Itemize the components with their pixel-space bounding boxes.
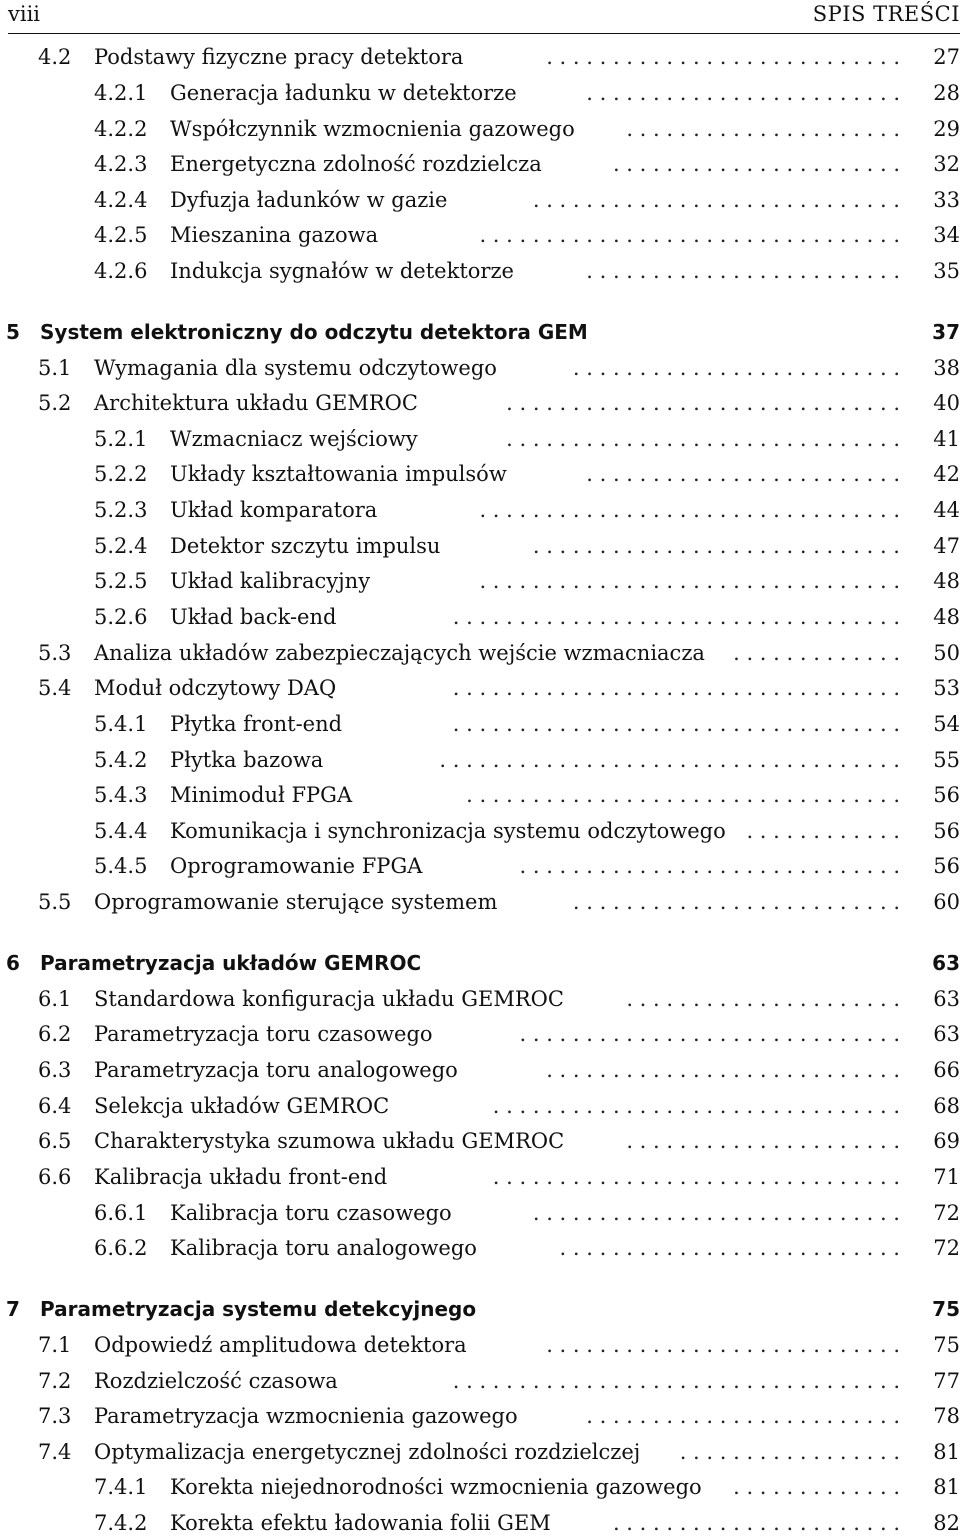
toc-entry-number: 7 bbox=[6, 1297, 20, 1321]
toc-subsection-entry[interactable] bbox=[0, 255, 960, 287]
toc-entry-page-number: 48 bbox=[933, 569, 960, 593]
toc-entry-page-number: 28 bbox=[933, 81, 960, 105]
toc-entry-title: Parametryzacja toru czasowego bbox=[94, 1022, 433, 1046]
toc-entry-title: Kalibracja układu front-end bbox=[94, 1165, 388, 1189]
toc-entry-title: Architektura układu GEMROC bbox=[94, 391, 418, 415]
header-rule bbox=[8, 33, 960, 34]
toc-entry-number: 5.1 bbox=[38, 356, 72, 380]
toc-entry-title: Kalibracja toru analogowego bbox=[170, 1236, 477, 1260]
toc-subsection-entry[interactable] bbox=[0, 601, 960, 633]
dot-leader: . . . . . . . . . . . . . . . . . . . . . . . . . . . . bbox=[532, 1201, 900, 1225]
toc-entry-page-number: 81 bbox=[933, 1440, 960, 1464]
toc-subsection-entry[interactable] bbox=[0, 494, 960, 526]
toc-subsection-entry[interactable] bbox=[0, 1232, 960, 1264]
toc-entry-page-number: 50 bbox=[933, 641, 960, 665]
toc-entry-number: 6.6.1 bbox=[94, 1201, 148, 1225]
toc-section-entry[interactable] bbox=[0, 1125, 960, 1157]
toc-entry-page-number: 82 bbox=[933, 1511, 960, 1535]
toc-entry-number: 6.3 bbox=[38, 1058, 72, 1082]
toc-entry-title: Oprogramowanie FPGA bbox=[170, 854, 423, 878]
toc-entry-number: 5 bbox=[6, 320, 20, 344]
dot-leader: . . . . . . . . . . . . . . . . . . . . . . . . . . . . . . . . . . bbox=[452, 605, 900, 629]
toc-entry-number: 5.5 bbox=[38, 890, 72, 914]
page-number-label: viii bbox=[8, 2, 41, 26]
toc-section-entry[interactable] bbox=[0, 983, 960, 1015]
toc-entry-title: Selekcja układów GEMROC bbox=[94, 1094, 390, 1118]
toc-entry-page-number: 35 bbox=[933, 259, 960, 283]
toc-entry-number: 7.3 bbox=[38, 1404, 72, 1428]
toc-entry-page-number: 56 bbox=[933, 783, 960, 807]
toc-entry-page-number: 72 bbox=[933, 1201, 960, 1225]
dot-leader: . . . . . . . . . . . . . . . . . . . . . . . . bbox=[586, 462, 900, 486]
dot-leader: . . . . . . . . . . . . . . . . . . . . . . bbox=[612, 1511, 900, 1535]
toc-entry-number: 7.4.1 bbox=[94, 1475, 148, 1499]
dot-leader: . . . . . . . . . . . . . . . . . . . . . . . . . . . bbox=[546, 1058, 900, 1082]
dot-leader: . . . . . . . . . . . . . . . . . . . . . . . . . . . . . . . . . . bbox=[452, 712, 900, 736]
toc-entry-page-number: 75 bbox=[932, 1297, 960, 1321]
toc-subsection-entry[interactable] bbox=[0, 1471, 960, 1503]
toc-entry-title: Detektor szczytu impulsu bbox=[170, 534, 441, 558]
dot-leader: . . . . . . . . . . . . . . . . . . . . . . . . bbox=[586, 1404, 900, 1428]
toc-entry-title: Płytka bazowa bbox=[170, 748, 324, 772]
toc-entry-number: 5.3 bbox=[38, 641, 72, 665]
dot-leader: . . . . . . . . . . . . . . . . . . . . . . . . . . . . . . bbox=[506, 427, 900, 451]
toc-section-entry[interactable] bbox=[0, 352, 960, 384]
dot-leader: . . . . . . . . . . . . . . . . . . . . . . . . . . . . . . bbox=[506, 391, 900, 415]
toc-subsection-entry[interactable] bbox=[0, 1507, 960, 1539]
toc-entry-page-number: 66 bbox=[933, 1058, 960, 1082]
toc-entry-page-number: 33 bbox=[933, 188, 960, 212]
toc-section-entry[interactable] bbox=[0, 1436, 960, 1468]
toc-entry-title: Mieszanina gazowa bbox=[170, 223, 379, 247]
toc-entry-number: 7.4 bbox=[38, 1440, 72, 1464]
toc-entry-title: Układ back-end bbox=[170, 605, 337, 629]
toc-entry-title: Układy kształtowania impulsów bbox=[170, 462, 507, 486]
toc-entry-page-number: 63 bbox=[933, 1022, 960, 1046]
toc-entry-title: Indukcja sygnałów w detektorze bbox=[170, 259, 514, 283]
dot-leader: . . . . . . . . . . . . . . . . . . . . . . . . . bbox=[572, 890, 900, 914]
toc-section-entry[interactable] bbox=[0, 637, 960, 669]
toc-entry-title: Energetyczna zdolność rozdzielcza bbox=[170, 152, 542, 176]
toc-entry-title: Komunikacja i synchronizacja systemu odczytowego bbox=[170, 819, 726, 843]
page-header bbox=[8, 0, 960, 30]
toc-entry-title: Układ kalibracyjny bbox=[170, 569, 371, 593]
toc-entry-page-number: 55 bbox=[933, 748, 960, 772]
toc-entry-page-number: 63 bbox=[932, 951, 960, 975]
toc-entry-title: Wymagania dla systemu odczytowego bbox=[94, 356, 497, 380]
toc-entry-number: 4.2.2 bbox=[94, 117, 148, 141]
toc-entry-page-number: 69 bbox=[933, 1129, 960, 1153]
toc-section-entry[interactable] bbox=[0, 1329, 960, 1361]
toc-entry-title: Oprogramowanie sterujące systemem bbox=[94, 890, 498, 914]
toc-entry-number: 5.4.1 bbox=[94, 712, 148, 736]
toc-entry-title: Kalibracja toru czasowego bbox=[170, 1201, 452, 1225]
dot-leader: . . . . . . . . . . . . . . . . . . . . . . . . bbox=[586, 259, 900, 283]
toc-entry-title: Generacja ładunku w detektorze bbox=[170, 81, 517, 105]
dot-leader: . . . . . . . . . . . . . . . . . . . . . . . . . . . . . . . . . bbox=[466, 783, 900, 807]
dot-leader: . . . . . . . . . . . . . . . . . . . . . . . . . . . . . bbox=[519, 854, 900, 878]
toc-entry-number: 4.2.1 bbox=[94, 81, 148, 105]
toc-entry-number: 4.2 bbox=[38, 45, 72, 69]
toc-entry-number: 5.4.3 bbox=[94, 783, 148, 807]
dot-leader: . . . . . . . . . . . . . . . . . . . . . . bbox=[612, 152, 900, 176]
toc-subsection-entry[interactable] bbox=[0, 744, 960, 776]
dot-leader: . . . . . . . . . . . . . . . . . . . . . . . . . . . . . . . . . . bbox=[452, 1369, 900, 1393]
toc-entry-page-number: 56 bbox=[933, 854, 960, 878]
dot-leader: . . . . . . . . . . . . . . . . . . . . . . . . . . . . bbox=[532, 188, 900, 212]
toc-entry-number: 4.2.3 bbox=[94, 152, 148, 176]
toc-entry-number: 6.5 bbox=[38, 1129, 72, 1153]
toc-section-entry[interactable] bbox=[0, 1365, 960, 1397]
toc-entry-title: Parametryzacja układów GEMROC bbox=[40, 951, 422, 975]
dot-leader: . . . . . . . . . . . . . . . . . . . . . . . . . . . . . . . . bbox=[479, 569, 900, 593]
toc-entry-page-number: 40 bbox=[933, 391, 960, 415]
toc-entry-page-number: 41 bbox=[933, 427, 960, 451]
toc-entry-title: Odpowiedź amplitudowa detektora bbox=[94, 1333, 467, 1357]
toc-entry-title: Współczynnik wzmocnienia gazowego bbox=[170, 117, 575, 141]
toc-entry-page-number: 38 bbox=[933, 356, 960, 380]
toc-entry-page-number: 34 bbox=[933, 223, 960, 247]
toc-entry-page-number: 72 bbox=[933, 1236, 960, 1260]
toc-entry-number: 7.2 bbox=[38, 1369, 72, 1393]
toc-section-entry[interactable] bbox=[0, 886, 960, 918]
toc-entry-title: Minimoduł FPGA bbox=[170, 783, 353, 807]
toc-subsection-entry[interactable] bbox=[0, 850, 960, 882]
toc-entry-title: Podstawy fizyczne pracy detektora bbox=[94, 45, 464, 69]
dot-leader: . . . . . . . . . . . . . . . . . . . . . . . . . . bbox=[559, 1236, 900, 1260]
toc-entry-number: 6.6.2 bbox=[94, 1236, 148, 1260]
dot-leader: . . . . . . . . . . . . . . . . . . . . . bbox=[626, 987, 900, 1011]
toc-entry-page-number: 68 bbox=[933, 1094, 960, 1118]
toc-entry-number: 5.2.4 bbox=[94, 534, 148, 558]
toc-entry-title: Parametryzacja toru analogowego bbox=[94, 1058, 458, 1082]
toc-entry-title: Płytka front-end bbox=[170, 712, 343, 736]
toc-entry-title: Charakterystyka szumowa układu GEMROC bbox=[94, 1129, 565, 1153]
toc-section-entry[interactable] bbox=[0, 1400, 960, 1432]
dot-leader: . . . . . . . . . . . . . . . . . . . . . . . . . . . . . bbox=[519, 1022, 900, 1046]
dot-leader: . . . . . . . . . . . . . . . . . . . . . . . . . . . bbox=[546, 45, 900, 69]
dot-leader: . . . . . . . . . . . . . . . . . . . . . . . . . . . . . . . bbox=[492, 1094, 900, 1118]
toc-entry-number: 5.2.6 bbox=[94, 605, 148, 629]
toc-entry-number: 5.2 bbox=[38, 391, 72, 415]
toc-entry-page-number: 78 bbox=[933, 1404, 960, 1428]
toc-subsection-entry[interactable] bbox=[0, 1197, 960, 1229]
toc-section-entry[interactable] bbox=[0, 41, 960, 73]
toc-section-entry[interactable] bbox=[0, 1090, 960, 1122]
toc-entry-title: Dyfuzja ładunków w gazie bbox=[170, 188, 448, 212]
toc-entry-title: Korekta efektu ładowania folii GEM bbox=[170, 1511, 551, 1535]
toc-subsection-entry[interactable] bbox=[0, 779, 960, 811]
toc-entry-title: Standardowa konfiguracja układu GEMROC bbox=[94, 987, 564, 1011]
toc-entry-page-number: 54 bbox=[933, 712, 960, 736]
toc-subsection-entry[interactable] bbox=[0, 77, 960, 109]
toc-chapter-entry[interactable] bbox=[0, 1293, 960, 1325]
toc-entry-title: Optymalizacja energetycznej zdolności rozdzielczej bbox=[94, 1440, 641, 1464]
toc-entry-number: 6.1 bbox=[38, 987, 72, 1011]
toc-chapter-entry[interactable] bbox=[0, 947, 960, 979]
toc-section-entry[interactable] bbox=[0, 672, 960, 704]
toc-entry-number: 7.4.2 bbox=[94, 1511, 148, 1535]
toc-entry-page-number: 63 bbox=[933, 987, 960, 1011]
toc-entry-number: 4.2.4 bbox=[94, 188, 148, 212]
toc-subsection-entry[interactable] bbox=[0, 815, 960, 847]
toc-entry-title: Rozdzielczość czasowa bbox=[94, 1369, 338, 1393]
dot-leader: . . . . . . . . . . . . . . . . . . . . . . . . . . . . bbox=[532, 534, 900, 558]
toc-entry-page-number: 32 bbox=[933, 152, 960, 176]
toc-entry-page-number: 53 bbox=[933, 676, 960, 700]
toc-subsection-entry[interactable] bbox=[0, 148, 960, 180]
dot-leader: . . . . . . . . . . . . . . . . . . . . . . . . . . . bbox=[546, 1333, 900, 1357]
dot-leader: . . . . . . . . . . . . . . . . . . . . . . . . . . . . . . . . . . . bbox=[439, 748, 900, 772]
toc-chapter-entry[interactable] bbox=[0, 316, 960, 348]
toc-section-entry[interactable] bbox=[0, 1018, 960, 1050]
toc-subsection-entry[interactable] bbox=[0, 708, 960, 740]
toc-section-entry[interactable] bbox=[0, 387, 960, 419]
toc-subsection-entry[interactable] bbox=[0, 565, 960, 597]
toc-subsection-entry[interactable] bbox=[0, 530, 960, 562]
toc-entry-number: 6.4 bbox=[38, 1094, 72, 1118]
toc-entry-title: Analiza układów zabezpieczających wejście wzmacniacza bbox=[94, 641, 705, 665]
toc-entry-title: Wzmacniacz wejściowy bbox=[170, 427, 418, 451]
toc-entry-number: 5.4.5 bbox=[94, 854, 148, 878]
toc-entry-number: 6 bbox=[6, 951, 20, 975]
toc-entry-page-number: 42 bbox=[933, 462, 960, 486]
dot-leader: . . . . . . . . . . . . . . . . . . . . . bbox=[626, 1129, 900, 1153]
toc-entry-page-number: 71 bbox=[933, 1165, 960, 1189]
dot-leader: . . . . . . . . . . . . . bbox=[733, 1475, 900, 1499]
toc-entry-number: 4.2.6 bbox=[94, 259, 148, 283]
toc-entry-page-number: 44 bbox=[933, 498, 960, 522]
toc-section-entry[interactable] bbox=[0, 1161, 960, 1193]
toc-entry-page-number: 29 bbox=[933, 117, 960, 141]
dot-leader: . . . . . . . . . . . . . . . . . . . . . . . . . . . . . . . . bbox=[479, 223, 900, 247]
toc-entry-title: Parametryzacja systemu detekcyjnego bbox=[40, 1297, 477, 1321]
toc-entry-title: System elektroniczny do odczytu detektora GEM bbox=[40, 320, 588, 344]
toc-subsection-entry[interactable] bbox=[0, 458, 960, 490]
toc-subsection-entry[interactable] bbox=[0, 184, 960, 216]
toc-entry-title: Korekta niejednorodności wzmocnienia gazowego bbox=[170, 1475, 702, 1499]
toc-entry-title: Moduł odczytowy DAQ bbox=[94, 676, 337, 700]
toc-section-entry[interactable] bbox=[0, 1054, 960, 1086]
toc-entry-page-number: 81 bbox=[933, 1475, 960, 1499]
toc-entry-number: 5.2.3 bbox=[94, 498, 148, 522]
toc-entry-title: Parametryzacja wzmocnienia gazowego bbox=[94, 1404, 518, 1428]
dot-leader: . . . . . . . . . . . . . . . . . . . . . bbox=[626, 117, 900, 141]
dot-leader: . . . . . . . . . . . . . . . . . . . . . . . . bbox=[586, 81, 900, 105]
toc-entry-page-number: 77 bbox=[933, 1369, 960, 1393]
toc-entry-number: 5.4.4 bbox=[94, 819, 148, 843]
running-section-title: SPIS TREŚCI bbox=[812, 2, 960, 26]
toc-entry-number: 5.2.2 bbox=[94, 462, 148, 486]
toc-entry-page-number: 47 bbox=[933, 534, 960, 558]
dot-leader: . . . . . . . . . . . . . bbox=[733, 641, 900, 665]
toc-entry-page-number: 60 bbox=[933, 890, 960, 914]
dot-leader: . . . . . . . . . . . . . . . . . . . . . . . . . . . . . . . . bbox=[479, 498, 900, 522]
toc-entry-number: 6.6 bbox=[38, 1165, 72, 1189]
toc-entry-number: 4.2.5 bbox=[94, 223, 148, 247]
toc-entry-page-number: 48 bbox=[933, 605, 960, 629]
toc-entry-page-number: 56 bbox=[933, 819, 960, 843]
toc-entry-page-number: 75 bbox=[933, 1333, 960, 1357]
dot-leader: . . . . . . . . . . . . bbox=[746, 819, 900, 843]
toc-subsection-entry[interactable] bbox=[0, 113, 960, 145]
toc-entry-page-number: 37 bbox=[932, 320, 960, 344]
toc-entry-number: 6.2 bbox=[38, 1022, 72, 1046]
toc-entry-number: 5.4 bbox=[38, 676, 72, 700]
dot-leader: . . . . . . . . . . . . . . . . . . . . . . . . . bbox=[572, 356, 900, 380]
dot-leader: . . . . . . . . . . . . . . . . . . . . . . . . . . . . . . . . . . bbox=[452, 676, 900, 700]
toc-entry-title: Układ komparatora bbox=[170, 498, 378, 522]
toc-entry-number: 7.1 bbox=[38, 1333, 72, 1357]
toc-subsection-entry[interactable] bbox=[0, 219, 960, 251]
toc-entry-number: 5.2.1 bbox=[94, 427, 148, 451]
toc-subsection-entry[interactable] bbox=[0, 423, 960, 455]
dot-leader: . . . . . . . . . . . . . . . . . . . . . . . . . . . . . . . bbox=[492, 1165, 900, 1189]
dot-leader: . . . . . . . . . . . . . . . . . bbox=[679, 1440, 900, 1464]
toc-entry-number: 5.4.2 bbox=[94, 748, 148, 772]
toc-entry-number: 5.2.5 bbox=[94, 569, 148, 593]
toc-entry-page-number: 27 bbox=[933, 45, 960, 69]
